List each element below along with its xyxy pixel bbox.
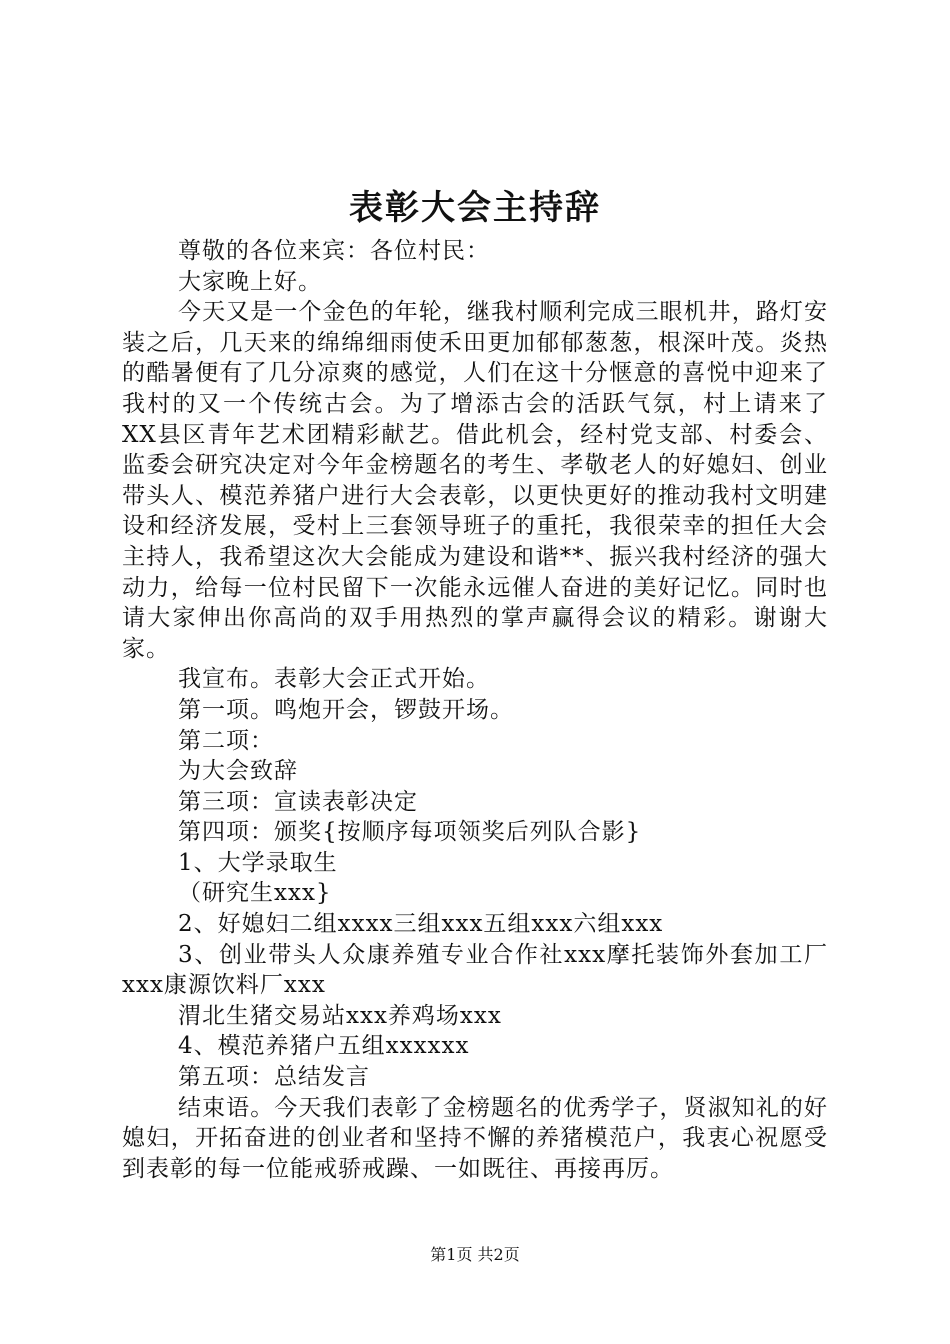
page-number: 第1页 共2页 bbox=[430, 1245, 520, 1264]
paragraph: 1、大学录取生 bbox=[178, 849, 338, 876]
paragraph: 第二项： bbox=[178, 727, 274, 754]
paragraph: 第四项：颁奖{按顺序每项领奖后列队合影} bbox=[178, 819, 642, 846]
paragraph: 2、好媳妇二组xxxx三组xxx五组xxx六组xxx bbox=[178, 911, 664, 938]
document-title: 表彰大会主持辞 bbox=[349, 188, 601, 228]
paragraph: 我宣布。表彰大会正式开始。 bbox=[178, 666, 490, 693]
paragraph: （研究生xxx} bbox=[178, 880, 332, 907]
paragraph: 3、创业带头人众康养殖专业合作社xxx摩托装饰外套加工厂xxx康源饮料厂xxx bbox=[122, 941, 828, 999]
document-body bbox=[122, 236, 828, 1184]
paragraph: 大家晚上好。 bbox=[178, 268, 322, 295]
paragraph: 第五项：总结发言 bbox=[178, 1064, 370, 1091]
paragraph: 为大会致辞 bbox=[178, 758, 298, 785]
paragraph: 今天又是一个金色的年轮，继我村顺利完成三眼机井，路灯安装之后，几天来的绵绵细雨使禾田更加郁郁葱葱，根深叶茂。炎热的酷暑便有了几分凉爽的感觉，人们在这十分惬意的喜悦中迎来了我村的又一个传统古会。为了增添古会的活跃气氛，村上请来了XX县区青年艺术团精彩献艺。借此机会，经村党支部、村委会、监委会研究决定对今年金榜题名的考生、孝敬老人的好媳妇、创业带头人、模范养猪户进行大会表彰，以更快更好的推动我村文明建设和经济发展，受村上三套领导班子的重托，我很荣幸的担任大会主持人，我希望这次大会能成为建设和谐**、振兴我村经济的强大动力，给每一位村民留下一次能永远催人奋进的美好记忆。同时也请大家伸出你高尚的双手用热烈的掌声赢得会议的精彩。谢谢大家。 bbox=[122, 299, 828, 662]
paragraph: 结束语。今天我们表彰了金榜题名的优秀学子，贤淑知礼的好媳妇，开拓奋进的创业者和坚持不懈的养猪模范户，我衷心祝愿受到表彰的每一位能戒骄戒躁、一如既往、再接再厉。 bbox=[122, 1094, 828, 1182]
paragraph: 第一项。鸣炮开会，锣鼓开场。 bbox=[178, 696, 514, 723]
paragraph: 第三项：宣读表彰决定 bbox=[178, 788, 418, 815]
paragraph: 尊敬的各位来宾：各位村民： bbox=[178, 238, 490, 264]
paragraph: 渭北生猪交易站xxx养鸡场xxx bbox=[178, 1002, 502, 1029]
paragraph: 4、模范养猪户五组xxxxxx bbox=[178, 1033, 470, 1060]
